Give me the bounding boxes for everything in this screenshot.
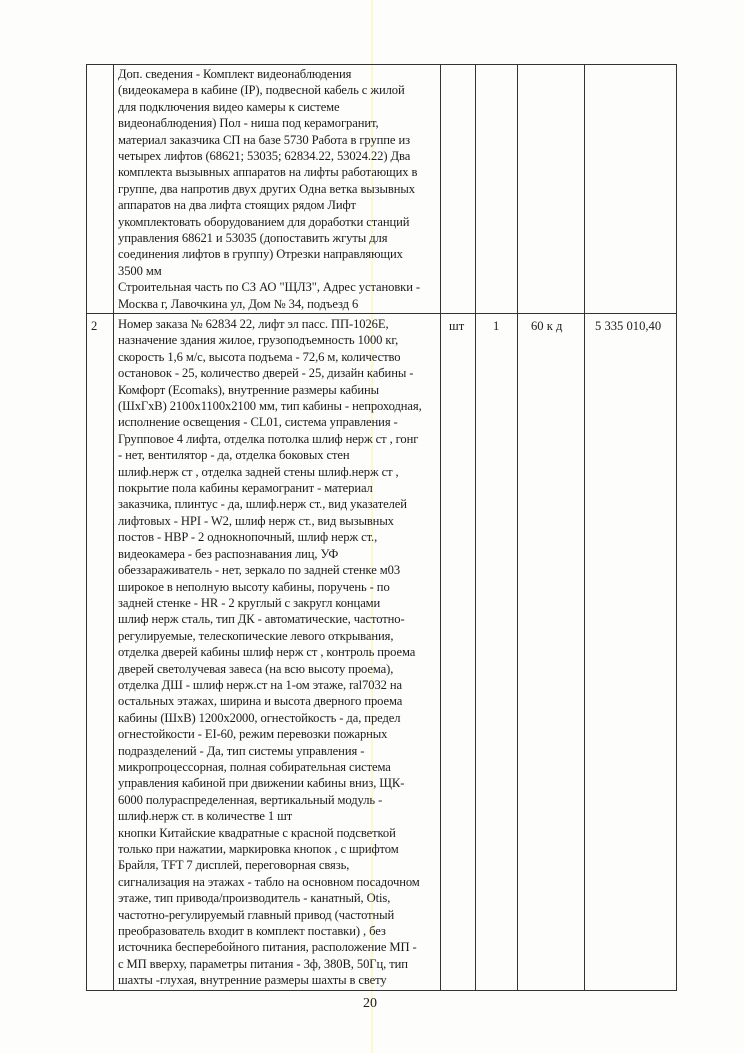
row-delivery-term: 60 к д bbox=[531, 319, 563, 333]
table-border-bottom bbox=[86, 990, 677, 991]
row-description: Доп. сведения - Комплект видеонаблюдения (видеокамера в кабине (IP), подвесной кабель с жилой для подключения видео камеры к системе видеонаблюдения) Пол - ниша под керамогранит, материал заказчика СП на базе 5730 Работа в группе из четырех лифтов (68621; 53035; 62834.22, 53024.22) Два комплекта вызывных аппаратов на лифты работающих в группе, два напротив двух других Одна ветка вызывных аппаратов на два лифта стоящих рядом Лифт укомплектовать оборудованием для доработки станций управления 68621 и 53035 (допоставить жгуты для соединения лифтов в группу) Отрезки направляющих 3500 мм Строительная часть по СЗ АО "ЩЛЗ", Адрес установки - Москва г, Лавочкина ул, Дом № 34, подъезд 6 bbox=[118, 67, 420, 311]
table-col-divider-2 bbox=[440, 64, 441, 991]
row-quantity: 1 bbox=[493, 319, 500, 333]
table-col-divider-4 bbox=[517, 64, 518, 991]
row-number: 2 bbox=[91, 319, 98, 333]
table-border-left bbox=[86, 64, 87, 991]
table-row-divider bbox=[86, 313, 677, 314]
row-description: Номер заказа № 62834 22, лифт эл пасс. ПП-1026Е, назначение здания жилое, грузоподъемность 1000 кг, скорость 1,6 м/с, высота подъема - 72,6 м, количество остановок - 25, количество дверей - 25, дизайн кабины - Комфорт (Ecomaks), внутренние размеры кабины (ШхГхВ) 2100x1100x2100 мм, тип кабины - непроходная, исполнение освещения - CL01, система управления - Групповое 4 лифта, отделка потолка шлиф нерж ст , гонг - нет, вентилятор - да, отделка боковых стен шлиф.нерж ст , отделка задней стены шлиф.нерж ст , покрытие пола кабины керамогранит - материал заказчика, плинтус - да, шлиф.нерж ст., вид указателей лифтовых - HPI - W2, шлиф нерж ст., вид вызывных постов - HBP - 2 однокнопочный, шлиф нерж ст., видеокамера - без распознавания лиц, УФ обеззараживатель - нет, зеркало по задней стенке м03 широкое в неполную высоту кабины, поручень - по задней стенке - HR - 2 круглый с закругл концами шлиф нерж сталь, тип ДК - автоматические, частотно- регулируемые, телескопические левого открывания, отделка дверей кабины шлиф нерж ст , контроль проема дверей светолучевая завеса (на всю высоту проема), отделка ДШ - шлиф нерж.ст на 1-ом этаже, ral7032 на остальных этажах, ширина и высота дверного проема кабины (ШхВ) 1200x2000, огнестойкость - да, предел огнестойкости - EI-60, режим перевозки пожарных подразделений - Да, тип системы управления - микропроцессорная, полная собирательная система управления кабиной при движении кабины вниз, ЩК- 6000 полураспределенная, вертикальный модуль - шлиф.нерж ст. в количестве 1 шт кнопки Китайские квадратные с красной подсветкой только при нажатии, маркировка кнопок , с шрифтом Брайля, TFT 7 дисплей, переговорная связь, сигнализация на этажах - табло на основном посадочном этаже, тип привода/производитель - канатный, Otis, частотно-регулируемый главный привод (частотный преобразователь входит в комплект поставки) , без источника бесперебойного питания, расположение МП - с МП вверху, параметры питания - 3ф, 380В, 50Гц, тип шахты -глухая, внутренние размеры шахты в свету bbox=[118, 317, 422, 988]
table-border-top bbox=[86, 64, 677, 65]
row-price: 5 335 010,40 bbox=[595, 319, 662, 333]
table-col-divider-1 bbox=[113, 64, 114, 991]
table-col-divider-3 bbox=[475, 64, 476, 991]
table-col-divider-5 bbox=[584, 64, 585, 991]
table-border-right bbox=[676, 64, 677, 991]
page-number: 20 bbox=[363, 996, 377, 1011]
row-unit: шт bbox=[449, 319, 465, 333]
